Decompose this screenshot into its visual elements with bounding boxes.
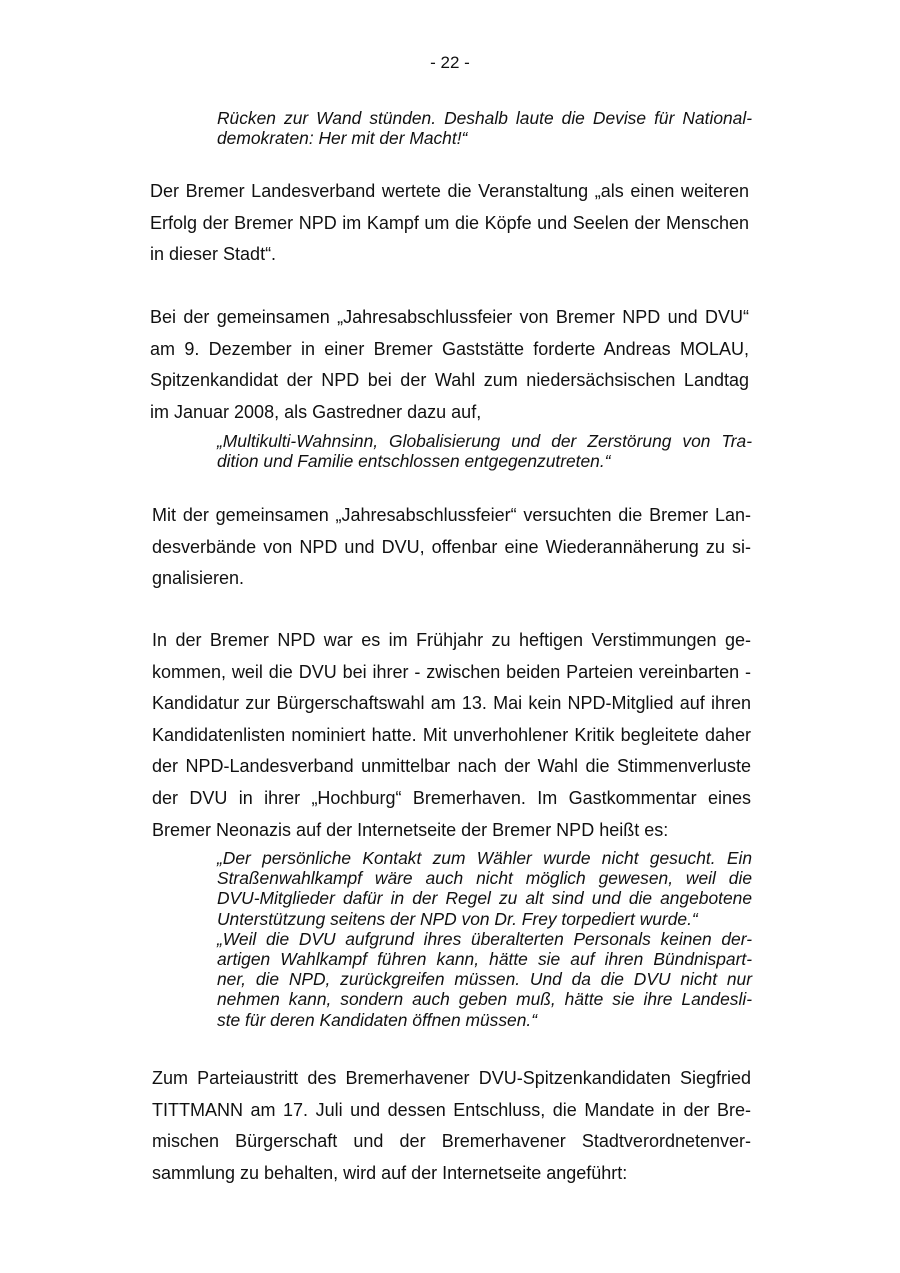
paragraph-line: am 9. Dezember in einer Bremer Gaststätte forderte Andreas MOLAU, — [150, 338, 749, 359]
quote-line: DVU-Mitglieder dafür in der Regel zu alt sind und die angebotene — [217, 888, 752, 909]
quote-line: ste für deren Kandidaten öffnen müssen.“ — [217, 1009, 537, 1030]
paragraph — [152, 505, 751, 588]
quote-line: artigen Wahlkampf führen kann, hätte sie auf ihren Bündnispart- — [217, 948, 752, 969]
quote-block — [217, 108, 752, 148]
paragraph-line: der NPD-Landesverband unmittelbar nach der Wahl die Stimmenverluste — [152, 756, 751, 777]
quote-line: nehmen kann, sondern auch geben muß, hätte sie ihre Landesli- — [217, 989, 752, 1010]
paragraph-line: Zum Parteiaustritt des Bremerhavener DVU-Spitzenkandidaten Siegfried — [152, 1068, 751, 1088]
paragraph-line: der DVU in ihrer „Hochburg“ Bremerhaven. Im Gastkommentar eines — [152, 787, 751, 808]
paragraph-line: Der Bremer Landesverband wertete die Veranstaltung „als einen weiteren — [150, 181, 749, 201]
paragraph-line: Spitzenkandidat der NPD bei der Wahl zum niedersächsischen Landtag — [150, 370, 749, 391]
paragraph-line: Bei der gemeinsamen „Jahresabschlussfeier von Bremer NPD und DVU“ — [150, 307, 749, 327]
quote-block — [217, 431, 752, 471]
paragraph-line: Kandidatur zur Bürgerschaftswahl am 13. Mai kein NPD-Mitglied auf ihren — [152, 693, 751, 714]
quote-line: „Multikulti-Wahnsinn, Globalisierung und der Zerstörung von Tra- — [217, 431, 752, 451]
quote-line: dition und Familie entschlossen entgegenzutreten.“ — [217, 451, 611, 472]
paragraph-line: In der Bremer NPD war es im Frühjahr zu heftigen Verstimmungen ge- — [152, 630, 751, 650]
paragraph-line: TITTMANN am 17. Juli und dessen Entschluss, die Mandate in der Bre- — [152, 1099, 751, 1120]
quote-line: Rücken zur Wand stünden. Deshalb laute die Devise für National- — [217, 108, 752, 128]
paragraph — [150, 181, 749, 264]
page-number: - 22 - — [430, 53, 470, 72]
quote-line: demokraten: Her mit der Macht!“ — [217, 128, 468, 149]
quote-line: Unterstützung seitens der NPD von Dr. Frey torpediert wurde.“ — [217, 908, 698, 929]
paragraph — [152, 630, 751, 840]
paragraph-line: Mit der gemeinsamen „Jahresabschlussfeier“ versuchten die Bremer Lan- — [152, 505, 751, 525]
quote-line: ner, die NPD, zurückgreifen müssen. Und da die DVU nicht nur — [217, 969, 752, 990]
paragraph-line: mischen Bürgerschaft und der Bremerhavener Stadtverordnetenver- — [152, 1131, 751, 1152]
paragraph — [152, 1068, 751, 1183]
paragraph-line: Erfolg der Bremer NPD im Kampf um die Köpfe und Seelen der Menschen — [150, 212, 749, 233]
paragraph-line: desverbände von NPD und DVU, offenbar eine Wiederannäherung zu si- — [152, 536, 751, 557]
paragraph-line: kommen, weil die DVU bei ihrer - zwischen beiden Parteien vereinbarten - — [152, 661, 751, 682]
paragraph-line: in dieser Stadt“. — [150, 244, 277, 265]
paragraph-line: im Januar 2008, als Gastredner dazu auf, — [150, 401, 482, 422]
paragraph-line: sammlung zu behalten, wird auf der Internetseite angeführt: — [152, 1162, 628, 1183]
paragraph-line: gnalisieren. — [152, 568, 245, 589]
paragraph — [150, 307, 749, 422]
quote-line: „Weil die DVU aufgrund ihres überalterten Personals keinen der- — [217, 928, 752, 949]
paragraph-line: Kandidatenlisten nominiert hatte. Mit unverhohlener Kritik begleitete daher — [152, 724, 751, 745]
paragraph-line: Bremer Neonazis auf der Internetseite der Bremer NPD heißt es: — [152, 819, 669, 840]
quote-block — [217, 848, 752, 1030]
quote-line: Straßenwahlkampf wäre auch nicht möglich gewesen, weil die — [217, 868, 752, 889]
quote-line: „Der persönliche Kontakt zum Wähler wurde nicht gesucht. Ein — [217, 848, 752, 868]
